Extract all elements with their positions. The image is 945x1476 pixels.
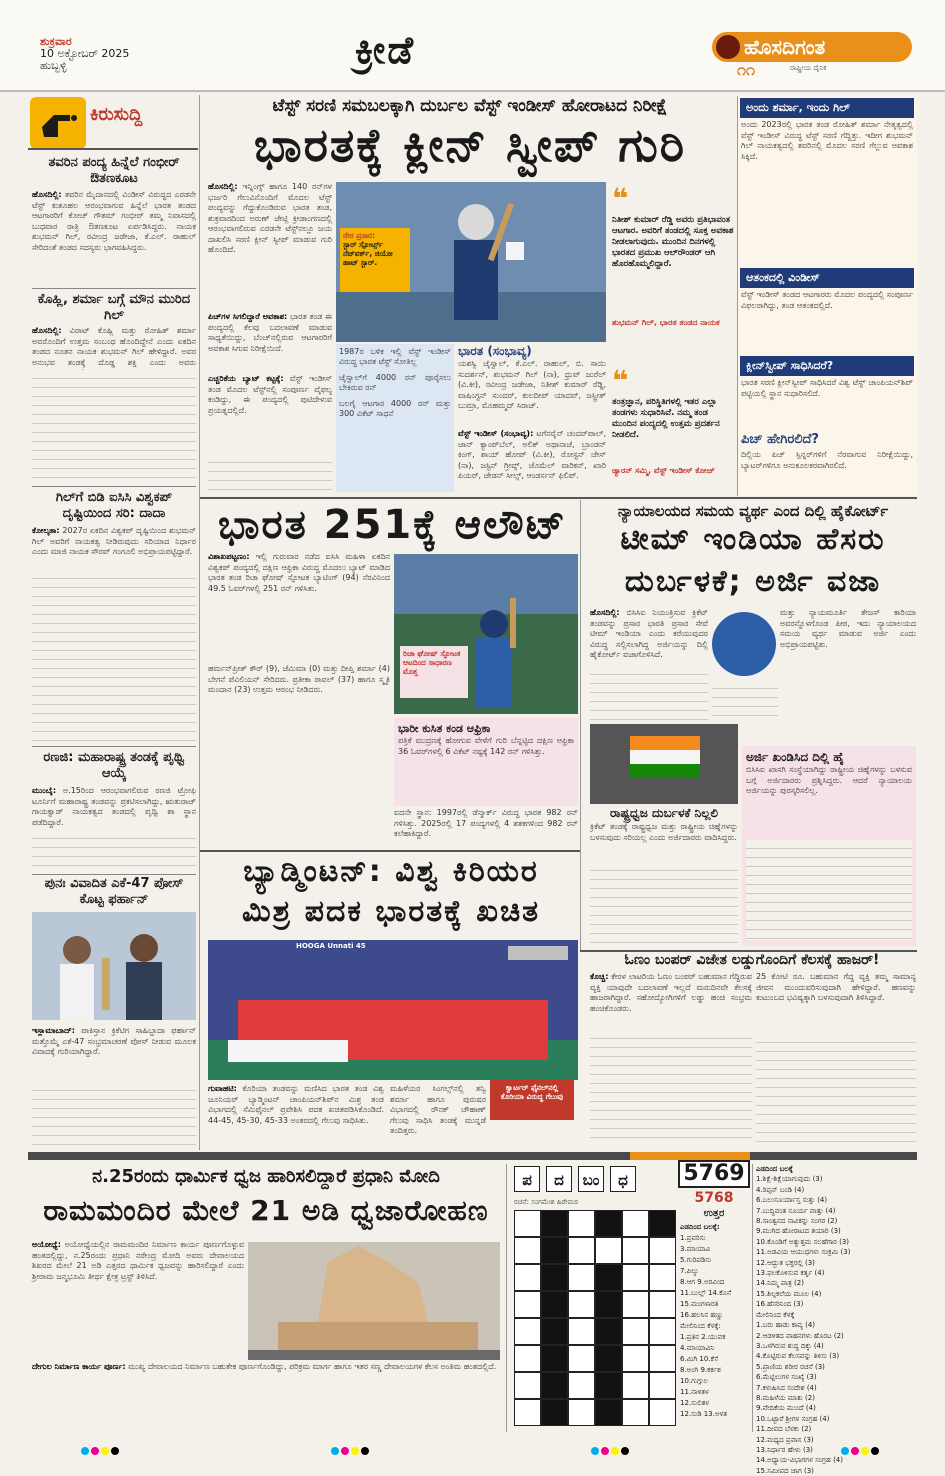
broadcast-title: ನೇರ ಪ್ರಸಾರ: — [343, 231, 375, 240]
box1-body: ಅಂದು 2023ರಲ್ಲಿ ಭಾರತ ತಂಡ ರೋಹಿತ್ ಶರ್ಮಾ ನೇತೃತ್ವದಲ್ಲಿ ವೆಸ್ಟ್ ಇಂಡೀಸ್ ವಿರುದ್ಧ ಟೆಸ್ಟ್ ಸರಣಿ ಗೆದ್ದಿತ್ತು. ಇದೀಗ ಶುಭಮನ್ ಗಿಲ್ ನಾಯಕತ್ವದಲ್ಲಿ ತವರಿನಲ್ಲಿ ಮೊದಲ ಸರಣಿ ಗೆಲ್ಲುವ ಅವಕಾಶ ಸಿಕ್ಕಿದೆ. — [741, 120, 913, 161]
box2-title: ಆತಂಕದಲ್ಲಿ ವಿಂಡೀಸ್ — [740, 268, 914, 288]
onam-body: ಕೊಚ್ಚಿ: ಕೇರಳ ಲಾಟರಿಯ ಓಣಂ ಬಂಪರ್ ಬಹುಮಾನ ಗೆದ್ದಿರುವ ವ್ಯಕ್ತಿ ಯಾವುದೇ ಬದಲಾವಣೆ ಇಲ್ಲದೆ ಮರುದಿನವೇ ಕೆಲಸಕ್ಕೆ ಹಾಜರಾಗಿದ್ದಾರೆ. ಸಹೋದ್ಯೋಗಿಗಳಿಗೆ ಲಡ್ಡು ಹಂಚಿ ಸಂಭ್ರಮ ಹಂಚಿಕೊಂಡರು. — [590, 972, 753, 1013]
grid-block — [595, 1372, 622, 1399]
answer-item: 4.ಮಾಯಾವಿನಿ — [680, 1344, 715, 1352]
grid-block — [541, 1345, 568, 1372]
grid-cell[interactable] — [622, 1237, 649, 1264]
court-box-body: ಬಿಸಿಸಿಐ ಖಾಸಗಿ ಸಂಸ್ಥೆಯಾಗಿದ್ದು ರಾಷ್ಟ್ರೀಯ ಚಿಹ್ನೆಗಳನ್ನು ಬಳಸುವ ಬಗ್ಗೆ ಅರ್ಜಿದಾರರು ಪ್ರಶ್ನಿಸಿದ್ದರು. ಆದರೆ ನ್ಯಾಯಾಲಯ ಅರ್ಜಿಯನ್ನು ಪುರಸ್ಕರಿಸಲಿಲ್ಲ. — [746, 765, 912, 795]
badminton-tag: ಕ್ವಾರ್ಟರ್ ಫೈನಲ್‌ನಲ್ಲಿ ಕೊರಿಯಾ ವಿರುದ್ಧ ಗೆಲುವು — [490, 1080, 574, 1120]
lead-sub1: ಪಿಚ್‌ಗಳ ಸಿಗಲಿದ್ದಾರೆ ಅವಕಾಶ: ಭಾರತ ತಂಡ ಈ ಪಂದ್ಯದಲ್ಲಿ ಕೆಲವು ಬದಲಾವಣೆ ಮಾಡುವ ಸಾಧ್ಯತೆಯಿದ್ದು, ಬೆಂಚ್‌ನಲ್ಲಿರುವ ಆಟಗಾರರಿಗೆ ಅವಕಾಶ ಸಿಗುವ ನಿರೀಕ್ಷೆಯಿದೆ. — [208, 312, 333, 353]
clue-item: 10.ಕೊಂಡಿಗೆ ಅತ್ಯುತ್ತಮ ಸಲಹೆಗಾರ (3) — [756, 1237, 850, 1246]
court-body-2: ಮತ್ತು ನ್ಯಾಯಮೂರ್ತಿ ತೇಜಸ್ ಕಾರಿಯಾ ಅವರನ್ನೊಳಗೊಂಡ ಪೀಠ, ಇದು ನ್ಯಾಯಾಲಯದ ಸಮಯ ವ್ಯರ್ಥ ಮಾಡುವ ಅರ್ಜಿ ಎಂದು ಅಭಿಪ್ರಾಯಪಟ್ಟಿತು. — [780, 608, 916, 649]
grid-cell[interactable] — [514, 1318, 541, 1345]
grid-cell[interactable] — [568, 1372, 595, 1399]
brief-1-body: ಹೊಸದಿಲ್ಲಿ: ತವರಿನ ಮೈದಾನದಲ್ಲಿ ವಿಂಡೀಸ್ ವಿರುದ್ಧದ ಎರಡನೇ ಟೆಸ್ಟ್ ಕುತೂಹಲ ಆರಂಭವಾಗುವ ಹಿನ್ನೆಲೆ ಭಾರತ ತಂಡದ ಆಟಗಾರರಿಗೆ ಕೋಚ್ ಗೌತಮ್ ಗಂಭೀರ್ ತಮ್ಮ ನಿವಾಸದಲ್ಲಿ ಬುಧವಾರ ರಾತ್ರಿ ಔತಣಕೂಟ ಏರ್ಪಡಿಸಿದ್ದರು. ನಾಯಕ ಶುಭಮನ್ ಗಿಲ್, ರವೀಂದ್ರ ಜಡೇಜಾ, ಕೆ.ಎಲ್. ರಾಹುಲ್ ಸೇರಿದಂತೆ ತಂಡದ ಸದಸ್ಯರು ಭಾಗವಹಿಸಿದ್ದರು. — [32, 190, 196, 252]
grid-cell[interactable] — [514, 1291, 541, 1318]
puzzle-title — [514, 1166, 636, 1192]
richa-tag: ರಿಚಾ ಘೋಷ್ ಸ್ಫೋಟಕ ಆಟದಿಂದ ಸಾಧಾರಣ ಮೊತ್ತ — [400, 646, 468, 698]
grid-cell[interactable] — [514, 1372, 541, 1399]
answer-item: 10.ಗುಗ್ಗುಲ — [680, 1377, 709, 1385]
brief-1-headline: ತವರಿನ ಪಂದ್ಯ ಹಿನ್ನೆಲೆ ಗಂಭೀರ್ ಔತಣಕೂಟ — [48, 155, 180, 186]
answer-item: 7.ಪಿಲ್ಯು — [680, 1267, 699, 1275]
brief-4-body: ಮುಂಬೈ: ಅ.15ರಿಂದ ಆರಂಭವಾಗಲಿರುವ ರಣಜಿ ಟ್ರೋಫಿ ಟೂರ್ನಿಗೆ ಮಹಾರಾಷ್ಟ್ರ ತಂಡವನ್ನು ಪ್ರಕಟಿಸಲಾಗಿದ್ದು, ಋತುರಾಜ್ ಗಾಯಕ್ವಾಡ್ ನಾಯಕತ್ವದ ತಂಡದಲ್ಲಿ ಪೃಥ್ವಿ ಶಾ ಸ್ಥಾನ ಪಡೆದಿದ್ದಾರೆ. — [32, 786, 196, 827]
clue-item: 5.ಪ್ರಾಣಿಯ ಶರೀರ ರಚನೆ (3) — [756, 1362, 825, 1371]
header-dateline — [40, 36, 129, 72]
grid-cell[interactable] — [568, 1291, 595, 1318]
puzzle-title-char: ದ — [546, 1166, 572, 1192]
grid-cell[interactable] — [514, 1399, 541, 1426]
clue-item: 14.ನಿಮ್ಮ ಪಾತ್ರ (2) — [756, 1279, 804, 1288]
answer-item: ಮೇಲಿನಿಂದ ಕೆಳಕ್ಕೆ: — [680, 1322, 721, 1330]
temple-sub: ದೇಗುಲ ನಿರ್ಮಾಣ ಕಾರ್ಯ ಪೂರ್ಣ: ಮುಖ್ಯ ದೇವಾಲಯದ ನಿರ್ಮಾಣ ಬಹುತೇಕ ಪೂರ್ಣಗೊಂಡಿದ್ದು, ಪರಿಕ್ರಮ ಮಾರ್ಗ ಹಾಗೂ ಇತರ ಸಣ್ಣ ದೇವಾಲಯಗಳ ಕೆಲಸ ಅಂತಿಮ ಹಂತದಲ್ಲಿದೆ. — [32, 1362, 497, 1371]
clue-list — [756, 1164, 918, 1475]
grid-cell[interactable] — [622, 1210, 649, 1237]
grid-cell[interactable] — [622, 1318, 649, 1345]
quote-2-by: ಡ್ಯಾರನ್ ಸಮ್ಮಿ, ವೆಸ್ಟ್ ಇಂಡೀಸ್ ಕೋಚ್ — [612, 466, 715, 475]
clue-item: 13.ನಿರ್ಧಾರ ಹೇಳು (3) — [756, 1445, 813, 1454]
print-marks — [330, 1440, 370, 1459]
lead-headline: ಭಾರತಕ್ಕೆ ಕ್ಲೀನ್ ಸ್ವೀಪ್ ಗುರಿ — [253, 118, 687, 172]
court-kicker: ನ್ಯಾಯಾಲಯದ ಸಮಯ ವ್ಯರ್ಥ ಎಂದ ದಿಲ್ಲಿ ಹೈಕೋರ್ಟ್ — [617, 502, 889, 520]
bcci-logo-icon — [712, 612, 776, 676]
answer-item: 1.ಪ್ರವರಿಸು — [680, 1234, 706, 1242]
court-headline-1: ಟೀಮ್ ಇಂಡಿಯಾ ಹೆಸರು — [620, 522, 886, 557]
text-filler — [32, 370, 196, 482]
answer-item: 11.ನಾಳಿತಳ — [680, 1388, 709, 1396]
grid-block — [595, 1264, 622, 1291]
answer-item: 12.ಸುಲಿತಳ — [680, 1399, 710, 1407]
africa-body: ಪತ್ರಿಕೆ ಮುದ್ರಣಕ್ಕೆ ಹೋಗುವ ವೇಳೆಗೆ ಗುರಿ ಬೆನ್ನಟ್ಟಿದ ದಕ್ಷಿಣ ಆಫ್ರಿಕಾ 36 ಓವರ್‌ಗಳಲ್ಲಿ 6 ವಿಕೆಟ್ ನಷ್ಟಕ್ಕೆ 142 ರನ್ ಗಳಿಸಿತ್ತು. — [398, 736, 574, 756]
badminton-headline-1: ಬ್ಯಾಡ್ಮಿಂಟನ್: ವಿಶ್ವ ಕಿರಿಯರ — [243, 854, 539, 889]
text-filler — [756, 1034, 916, 1146]
grid-cell[interactable] — [649, 1237, 676, 1264]
women-body-2: ಹರ್ಮನ್‌ಪ್ರೀತ್ ಕೌರ್ (9), ಜೆಮಿಮಾ (0) ಮತ್ತು ದೀಪ್ತಿ ಶರ್ಮಾ (4) ಬೇಗನೆ ಪೆವಿಲಿಯನ್ ಸೇರಿದರು. ಪ್ರತೀಕಾ ರಾವಲ್ (37) ಹಾಗೂ ಸ್ಮೃತಿ ಮಂದಾನ (23) ಉತ್ತಮ ಆರಂಭ ನೀಡಿದರು. — [208, 664, 390, 694]
puzzle-setter: ರಚನೆ: ಸಂಗಮೇಶ ಹಿರೇಮಠ — [514, 1198, 579, 1206]
grid-cell[interactable] — [649, 1399, 676, 1426]
clue-item: 2.ಆಡಳಿತದ ವಾಹನಗಳು ಹೊರಟ (2) — [756, 1331, 844, 1340]
temple-photo — [248, 1242, 500, 1360]
answer-item: 8.ಅಂಗಿ 9.ಕರ್ಕಶ — [680, 1366, 721, 1374]
grid-cell[interactable] — [514, 1210, 541, 1237]
divider — [28, 148, 198, 150]
clue-item: 9.ಮುಗಿದ ಹೋರಾಟದ ತಯಾರಿ (3) — [756, 1227, 841, 1236]
grid-cell[interactable] — [649, 1345, 676, 1372]
court-body: ಹೊಸದಿಲ್ಲಿ: ಬಿಸಿಸಿಐ ನಿಯಂತ್ರಿಸುವ ಕ್ರಿಕೆಟ್ ತಂಡವನ್ನು ಪ್ರಸಾರ ಭಾರತಿ ಪ್ರಸಾರ ಸೇವೆ ಟೀಮ್ ಇಂಡಿಯಾ ಎಂದು ಕರೆಯುವುದರ ವಿರುದ್ಧ ಸಲ್ಲಿಸಲಾಗಿದ್ದ ಅರ್ಜಿಯನ್ನು ದಿಲ್ಲಿ ಹೈಕೋರ್ಟ್ ವಜಾಗೊಳಿಸಿದೆ. — [590, 608, 709, 659]
clue-item: 6.ಬಲುಸೂರ್ಯಾಸ್ತ ಸುತ್ತು (4) — [756, 1196, 828, 1205]
grid-cell[interactable] — [649, 1264, 676, 1291]
broadcast-text: ಸ್ಟಾರ್ ಸ್ಪೋರ್ಟ್ಸ್ ನೆಟ್‌ವರ್ಕ್, ಜಿಯೋ ಹಾಟ್ ಸ್ಟಾರ್. — [343, 240, 393, 267]
section-bar — [28, 1152, 917, 1160]
quote-1 — [612, 182, 734, 314]
page-number: ೧೧ — [737, 60, 755, 79]
lead-body: ಹೊಸದಿಲ್ಲಿ: ಇನ್ನಿಂಗ್ಸ್ ಹಾಗೂ 140 ರನ್‌ಗಳ ಭರ್ಜರಿ ಗೆಲುವಿನೊಂದಿಗೆ ಮೊದಲ ಟೆಸ್ಟ್ ಪಂದ್ಯವನ್ನು ಗೆದ್ದುಕೊಂಡಿರುವ ಭಾರತ ತಂಡ, ಶುಕ್ರವಾರದಿಂದ ಅರುಣ್ ಜೇಟ್ಲಿ ಕ್ರೀಡಾಂಗಣದಲ್ಲಿ ಆರಂಭವಾಗಲಿರುವ ಎರಡನೇ ಟೆಸ್ಟ್‌ನಲ್ಲೂ ಜಯ ದಾಖಲಿಸಿ ಸರಣಿ ಕ್ಲೀನ್ ಸ್ವೀಪ್ ಮಾಡುವ ಗುರಿ ಹೊಂದಿದೆ. — [208, 182, 332, 254]
header-city: ಹುಬ್ಬಳ್ಳಿ — [40, 59, 67, 72]
black-dot — [111, 1447, 119, 1455]
clue-item: 15.ಶಿಲ್ಪಕಲೆಯ ಮೂಲ (4) — [756, 1289, 822, 1298]
box4-title: ಪಿಚ್ ಹೇಗಿರಲಿದೆ? — [741, 432, 819, 447]
answer-head: ಎಡದಿಂದ ಬಲಕ್ಕೆ: — [680, 1223, 720, 1231]
temple-kicker: ನ.25ರಂದು ಧಾರ್ಮಿಕ ಧ್ವಜ ಹಾರಿಸಲಿದ್ದಾರೆ ಪ್ರಧಾನಿ ಮೋದಿ — [92, 1166, 440, 1187]
badminton-body-2: ಮಹಿಳೆಯರ ಸಿಂಗಲ್ಸ್‌ನಲ್ಲಿ ತನ್ವಿ ಶರ್ಮಾ ಹಾಗೂ ಪುರುಷರ ವಿಭಾಗದಲ್ಲಿ ರೌನಕ್ ಚೌಹಾಣ್ ಗೆಲುವು ಸಾಧಿಸಿ ತಂಡಕ್ಕೆ ಮುನ್ನಡೆ ತಂದಿತ್ತರು. — [390, 1084, 486, 1135]
africa-head: ಭಾರೀ ಕುಸಿತ ಕಂಡ ಆಫ್ರಿಕಾ — [398, 722, 491, 735]
temple-headline: ರಾಮಮಂದಿರ ಮೇಲೆ 21 ಅಡಿ ಧ್ವಜಾರೋಹಣ — [43, 1194, 489, 1227]
grid-cell[interactable] — [514, 1264, 541, 1291]
text-filler — [746, 840, 912, 940]
box4-body: ದಿಲ್ಲಿಯ ಪಿಚ್ ಸ್ಪಿನ್ನರ್‌ಗಳಿಗೆ ನೆರವಾಗುವ ನಿರೀಕ್ಷೆಯಿದ್ದು, ಬ್ಯಾಟರ್‌ಗಳಿಗೂ ಅನುಕೂಲಕರವಾಗಿರಲಿದೆ. — [741, 450, 913, 470]
clue-item: 7.ಬುದ್ಧಿವಂತ ಸೂರ್ಯ ವಾತ್ತು (4) — [756, 1206, 836, 1215]
quote-2 — [612, 364, 734, 464]
print-marks — [840, 1440, 880, 1459]
grid-cell[interactable] — [595, 1237, 622, 1264]
box3-body: ಭಾರತ ಸರಣಿ ಕ್ಲೀನ್‌ಸ್ವೀಪ್ ಸಾಧಿಸಿದರೆ ವಿಶ್ವ ಟೆಸ್ಟ್ ಚಾಂಪಿಯನ್‌ಶಿಪ್ ಪಟ್ಟಿಯಲ್ಲಿ ಸ್ಥಾನ ಸುಧಾರಿಸಲಿದೆ. — [741, 378, 913, 398]
wi-squad: ವೆಸ್ಟ್ ಇಂಡೀಸ್ (ಸಂಭಾವ್ಯ): ಟಗೆನರೈನ್ ಚಂದರ್‌ಪಾಲ್, ಜಾನ್ ಕ್ಯಾಂಪ್‌ಬೆಲ್, ಅಲಿಕ್ ಅಥಾನಾಜೆ, ಬ್ರಾಂಡನ್ ಕಿಂಗ್, ಶಾಯ್ ಹೋಪ್ (ವಿ.ಕೀ), ರೋಸ್ಟನ್ ಚೇಸ್ (ನಾ), ಜಸ್ಟಿನ್ ಗ್ರೀವ್ಸ್, ಜೊಮೆಲ್ ವಾರಿಕನ್, ಖಾರಿ ಪಿಯರ್, ಜೇಡನ್ ಸೀಲ್ಸ್, ಆಂಡರ್ಸನ್ ಫಿಲಿಪ್. — [458, 429, 607, 480]
grid-cell[interactable] — [568, 1264, 595, 1291]
grid-cell[interactable] — [622, 1291, 649, 1318]
clue-item: 1.ಶಿಕ್ಷೆ-ಶಿಕ್ಷೆಯಾಗುವುದು (3) — [756, 1175, 823, 1184]
brief-2-body: ಹೊಸದಿಲ್ಲಿ: ವಿರಾಟ್ ಕೊಹ್ಲಿ ಮತ್ತು ರೋಹಿತ್ ಶರ್ಮಾ ಅವರೊಂದಿಗೆ ಉತ್ತಮ ಸಂಬಂಧ ಹೊಂದಿದ್ದೇನೆ ಎಂದು ಏಕದಿನ ತಂಡದ ನೂತನ ನಾಯಕ ಶುಭಮನ್ ಗಿಲ್ ಹೇಳಿದ್ದಾರೆ. ಅವರ ಅನುಭವ ತಂಡಕ್ಕೆ ದೊಡ್ಡ ಶಕ್ತಿ ಎಂದು ಅವರು — [32, 326, 196, 367]
grid-block — [595, 1210, 622, 1237]
grid-cell[interactable] — [622, 1372, 649, 1399]
divider — [580, 500, 581, 950]
quote-1-text: ನಿತೀಶ್ ಕುಮಾರ್ ರೆಡ್ಡಿ ಅವರು ಪ್ರತಿಭಾವಂತ ಆಟಗಾರ. ಅವರಿಗೆ ತಂಡದಲ್ಲಿ ಸೂಕ್ತ ಅವಕಾಶ ನೀಡಲಾಗುವುದು. ಮುಂದಿನ ದಿನಗಳಲ್ಲಿ ಭಾರತದ ಪ್ರಮುಖ ಆಲ್‌ರೌಂಡರ್ ಆಗಿ ಹೊರಹೊಮ್ಮಲಿದ್ದಾರೆ. — [612, 215, 734, 269]
answer-list — [680, 1222, 746, 1432]
divider — [506, 1164, 507, 1432]
divider — [32, 874, 196, 875]
grid-cell[interactable] — [649, 1318, 676, 1345]
clue-item: 3.ಒಳಗಿರುವ ಶುದ್ಧ ದಿಕ್ಕು (4) — [756, 1341, 824, 1350]
masthead-logo: ಹೊಸದಿಗಂತ — [712, 32, 912, 62]
lead-kicker: ಟೆಸ್ಟ್ ಸರಣಿ ಸಮಬಲಕ್ಕಾಗಿ ದುರ್ಬಲ ವೆಸ್ಟ್ ಇಂಡೀಸ್ ಹೋರಾಟದ ನಿರೀಕ್ಷೆ — [272, 96, 668, 116]
divider — [32, 288, 196, 289]
grid-cell[interactable] — [568, 1318, 595, 1345]
logo-emblem-icon — [716, 35, 740, 59]
section-title: ಕ್ರೀಡೆ — [355, 28, 416, 72]
clue-item: 12.ಮಧ್ಯದ ಪ್ರವಾಸ (3) — [756, 1435, 814, 1444]
puzzle-title-char: ಧ — [610, 1166, 636, 1192]
badminton-headline-2: ಮಿಶ್ರ ಪದಕ ಭಾರತಕ್ಕೆ ಖಚಿತ — [241, 894, 541, 929]
answer-label: ಉತ್ತರ — [703, 1208, 725, 1219]
puzzle-title-char: ಬಂ — [578, 1166, 604, 1192]
clue-item: ಮೇಲಿನಿಂದ ಕೆಳಕ್ಕೆ — [756, 1310, 795, 1319]
text-filler — [32, 1082, 196, 1148]
text-filler — [590, 862, 738, 946]
fact-1: 1987ರ ಬಳಿಕ ಇಲ್ಲಿ ವೆಸ್ಟ್ ಇಂಡೀಸ್ ವಿರುದ್ಧ ಭಾರತ ಟೆಸ್ಟ್ ಸೋತಿಲ್ಲ — [339, 347, 451, 366]
flag-photo — [590, 724, 738, 804]
africa-box — [394, 718, 578, 806]
answer-item: 3.ಮಾಯಾವಿ — [680, 1245, 711, 1253]
grid-block — [541, 1237, 568, 1264]
answer-item: 8.ಆಗ 9.ಅರವಿಂದ — [680, 1278, 725, 1286]
text-filler — [208, 454, 332, 494]
grid-cell[interactable] — [568, 1237, 595, 1264]
box2-body: ವೆಸ್ಟ್ ಇಂಡೀಸ್ ತಂಡದ ಆಟಗಾರರು ಮೊದಲ ಪಂದ್ಯದಲ್ಲಿ ಸಂಪೂರ್ಣ ವಿಫಲರಾಗಿದ್ದು, ತಂಡ ಆತಂಕದಲ್ಲಿದೆ. — [741, 290, 913, 310]
grid-block — [541, 1372, 568, 1399]
grid-block — [541, 1264, 568, 1291]
squad-list: ಯಶಸ್ವಿ ಜೈಸ್ವಾಲ್, ಕೆ.ಎಲ್. ರಾಹುಲ್, ಬಿ. ಸಾಯಿ ಸುದರ್ಶನ್, ಶುಭಮನ್ ಗಿಲ್ (ನಾ), ಧ್ರುವ್ ಜುರೆಲ್ (ವಿ.ಕೀ), ರವೀಂದ್ರ ಜಡೇಜಾ, ನಿತೀಶ್ ಕುಮಾರ್ ರೆಡ್ಡಿ, ವಾಷಿಂಗ್ಟನ್ ಸುಂದರ್, ಕುಲದೀಪ್ ಯಾದವ್, ಜಸ್ಪ್ರೀತ್ ಬುಮ್ರಾ, ಮೊಹಮ್ಮದ್ ಸಿರಾಜ್. — [458, 359, 606, 410]
grid-cell[interactable] — [622, 1399, 649, 1426]
clue-item: 8.ಮಹಿಳೆಯ ಮಾತು (2) — [756, 1393, 815, 1402]
cyan-dot — [81, 1447, 89, 1455]
grid-cell[interactable] — [568, 1345, 595, 1372]
print-marks — [590, 1440, 630, 1459]
flag-body: ಕ್ರಿಕೆಟ್ ತಂಡಕ್ಕೆ ರಾಷ್ಟ್ರಧ್ವಜ ಮತ್ತು ರಾಷ್ಟ್ರೀಯ ಚಿಹ್ನೆಗಳನ್ನು ಬಳಸುವುದು ಸರಿಯಲ್ಲ ಎಂದು ಅರ್ಜಿದಾರರು ವಾದಿಸಿದ್ದರು. — [590, 822, 738, 842]
women-body: ವಿಶಾಖಪಟ್ಟಣಂ: ಇಲ್ಲಿ ಗುರುವಾರ ನಡೆದ ಐಸಿಸಿ ಮಹಿಳಾ ಏಕದಿನ ವಿಶ್ವಕಪ್ ಪಂದ್ಯದಲ್ಲಿ ದಕ್ಷಿಣ ಆಫ್ರಿಕಾ ವಿರುದ್ಧ ಮೊದಲು ಬ್ಯಾಟ್ ಮಾಡಿದ ಭಾರತ ತಂಡ ರಿಚಾ ಘೋಷ್ ಸ್ಫೋಟಕ ಬ್ಯಾಟಿಂಗ್ (94) ನೆರವಿನಿಂದ 49.5 ಓವರ್‌ಗಳಲ್ಲಿ 251 ರನ್ ಗಳಿಸಿತು. — [208, 552, 391, 593]
women-headline: ಭಾರತ 251ಕ್ಕೆ ಆಲೌಟ್ — [218, 502, 567, 548]
onam-body-2: 25 ಕೋಟಿ ರೂ. ಬಹುಮಾನ ಗೆದ್ದ ವ್ಯಕ್ತಿ ತಮ್ಮ ಸಾಮಾನ್ಯ ಜೀವನ ಮುಂದುವರಿಸುವುದಾಗಿ ಹೇಳಿದ್ದಾರೆ. ಹಣವನ್ನು ಕುಟುಂಬದ ಭವಿಷ್ಯಕ್ಕಾಗಿ ಬಳಸುವುದಾಗಿ ತಿಳಿಸಿದ್ದಾರೆ. — [756, 972, 916, 1002]
onam-headline: ಓಣಂ ಬಂಪರ್ ವಿಜೇತ ಲಡ್ಡುಗೊಂದಿಗೆ ಕೆಲಸಕ್ಕೆ ಹಾಜರ್! — [624, 952, 880, 968]
clue-item: 9.ವೇದಿಕೆಯ ಮುಂದೆ (4) — [756, 1404, 816, 1413]
clue-item: 11.ದೀಪದ ಬೆಳಕು (2) — [756, 1425, 812, 1434]
temple-body: ಅಯೋಧ್ಯೆ: ಅಯೋಧ್ಯೆಯಲ್ಲಿನ ರಾಮಮಂದಿರ ನಿರ್ಮಾಣ ಕಾರ್ಯ ಪೂರ್ಣಗೊಳ್ಳುವ ಹಂತದಲ್ಲಿದ್ದು, ನ.25ರಂದು ಪ್ರಧಾನಿ ನರೇಂದ್ರ ಮೋದಿ ಅವರು ದೇವಾಲಯದ ಶಿಖರದ ಮೇಲೆ 21 ಅಡಿ ಎತ್ತರದ ಧಾರ್ಮಿಕ ಧ್ವಜವನ್ನು ಹಾರಿಸಲಿದ್ದಾರೆ ಎಂದು ಶ್ರೀರಾಮ ಜನ್ಮಭೂಮಿ ತೀರ್ಥ ಕ್ಷೇತ್ರ ಟ್ರಸ್ಟ್ ತಿಳಿಸಿದೆ. — [32, 1240, 244, 1281]
scoreboard-text: HOOGA Unnati 45 — [296, 942, 366, 950]
fact-2: ಜೈಸ್ವಾಲ್‌ಗೆ 4000 ರನ್ ಪೂರೈಸಲು ಬೇಕಿರುವ ರನ್ — [339, 373, 451, 392]
quote-1-by: ಶುಭಮನ್ ಗಿಲ್, ಭಾರತ ತಂಡದ ನಾಯಕ — [612, 318, 720, 327]
clue-item: 6.ಮೆಟ್ಟಿಲುಗಳ ಸಂಖ್ಯೆ (3) — [756, 1373, 817, 1382]
header-day: ಶುಕ್ರವಾರ — [40, 35, 72, 48]
print-marks — [80, 1440, 120, 1459]
box3-title: ಕ್ಲೀನ್‌ಸ್ವೀಪ್ ಸಾಧಿಸಿದರೆ? — [740, 356, 914, 376]
grid-cell[interactable] — [622, 1264, 649, 1291]
clue-item: 15.ಸಮೀಪದ ಜಾಗ (3) — [756, 1466, 814, 1475]
answer-item: 15.ಮಂಗಳಾರತಿ — [680, 1300, 719, 1308]
court-box-title: ಅರ್ಜಿ ಖಂಡಿಸಿದ ದಿಲ್ಲಿ ಹೈ — [746, 750, 845, 764]
team-photo — [208, 940, 578, 1080]
clue-item: 8.ಸಾಂತ್ವನದ ನಾವಿಕನ್ನು ಸಂಗರ (2) — [756, 1217, 838, 1226]
crossword-grid[interactable] — [514, 1210, 676, 1426]
clue-item: 13.ಫಲಕೊಳಿಸುವ ಕರ್ತೃ (4) — [756, 1269, 825, 1278]
text-filler — [712, 680, 778, 720]
divider — [32, 486, 196, 487]
clue-item: 4.ರಿಪ್ಪನ್ ಬಂಡಿ (4) — [756, 1185, 805, 1194]
clue-item: 10.ಒಟ್ಟಾರೆ ಶ್ರೀಗಳ ಸಂಗ್ರಹ (4) — [756, 1414, 830, 1423]
quote-2-text: ತಂತ್ರಜ್ಞಾನ, ಪರಿಸ್ಥಿತಿಗಳಲ್ಲಿ ಇತರ ಎಲ್ಲಾ ತಂಡಗಳು ಸುಧಾರಿಸಿವೆ. ನಮ್ಮ ತಂಡ ಮುಂದಿನ ಪಂದ್ಯದಲ್ಲಿ ಉತ್ತಮ ಪ್ರದರ್ಶನ ನೀಡಲಿದೆ. — [612, 397, 720, 440]
clue-head: ಎಡದಿಂದ ಬಲಕ್ಕೆ — [756, 1165, 793, 1173]
brief-news-title: ಕಿರುಸುದ್ದಿ — [90, 104, 143, 125]
badminton-body: ಗುವಾಹಟಿ: ಕೊರಿಯಾ ತಂಡವನ್ನು ಮಣಿಸಿದ ಭಾರತ ತಂಡ ವಿಶ್ವ ಜೂನಿಯರ್ ಬ್ಯಾಡ್ಮಿಂಟನ್ ಚಾಂಪಿಯನ್‌ಶಿಪ್‌ನ ಮಿಶ್ರ ತಂಡ ವಿಭಾಗದಲ್ಲಿ ಸೆಮಿಫೈನಲ್ ಪ್ರವೇಶಿಸಿ ಪದಕ ಖಚಿತಪಡಿಸಿಕೊಂಡಿದೆ. 44-45, 45-30, 45-33 ಅಂತರದಲ್ಲಿ ಗೆಲುವು ಸಾಧಿಸಿತು. — [208, 1084, 384, 1125]
grid-block — [595, 1291, 622, 1318]
answer-item: 6.ಮಿಗಿ 10.ಕೆಸೆ — [680, 1355, 718, 1363]
answer-item: 12.ಸುಡಿ 13.ಅಳತ — [680, 1410, 727, 1418]
grid-cell[interactable] — [622, 1345, 649, 1372]
squad-heading: ಭಾರತ (ಸಂಭಾವ್ಯ) — [458, 344, 532, 358]
broadcast-box — [340, 228, 410, 292]
brief-2-headline: ಕೊಹ್ಲಿ, ಶರ್ಮಾ ಬಗ್ಗೆ ಮೌನ ಮುರಿದ ಗಿಲ್ — [37, 292, 191, 323]
divider — [200, 497, 917, 499]
women-body-3: ಐದನೇ ಸ್ಥಾನ: 1997ರಲ್ಲಿ ಡೆನ್ಮಾರ್ಕ್ ವಿರುದ್ಧ ಭಾರತ 982 ರನ್ ಗಳಿಸಿತ್ತು. 2025ರಲ್ಲಿ 17 ಪಂದ್ಯಗಳಲ್ಲಿ 4 ಶತಕಗಳಿಂದ 982 ರನ್ ಕಲೆಹಾಕಿದ್ದಾರೆ. — [394, 808, 578, 838]
grid-block — [541, 1210, 568, 1237]
answer-item: 1.ಪ್ರತಿನ 2.ಯುವಕ — [680, 1333, 726, 1341]
clue-item: 16.ಹೆಸರಿನಿಂದ (3) — [756, 1300, 804, 1309]
clue-item: 12.ಆದ್ಭುತ ಭಕ್ತರಲ್ಲಿ (3) — [756, 1258, 815, 1267]
section-bar-accent — [630, 1152, 750, 1160]
divider — [200, 850, 580, 852]
grid-cell[interactable] — [649, 1372, 676, 1399]
clue-item: 4.ಕೊಟ್ಟಿರುವ ಕೆಲಸವನ್ನು ತಿಳಿಸು (3) — [756, 1352, 840, 1361]
squad-box — [458, 344, 606, 497]
text-filler — [590, 1030, 752, 1146]
grid-cell[interactable] — [568, 1210, 595, 1237]
masthead-tagline: ರಾಷ್ಟ್ರೀಯ ದೈನಿಕ — [790, 64, 827, 72]
grid-cell[interactable] — [514, 1237, 541, 1264]
answer-item: 5.ಗುರಿಪಡಿಸು — [680, 1256, 712, 1264]
brief-4-headline: ರಣಜಿ: ಮಹಾರಾಷ್ಟ್ರ ತಂಡಕ್ಕೆ ಪೃಥ್ವಿ ಆಯ್ಕೆ — [43, 750, 185, 781]
quote-icon: ❝ — [612, 182, 629, 215]
grid-block — [541, 1318, 568, 1345]
divider — [32, 746, 196, 747]
player-photo — [32, 912, 196, 1020]
brief-3-body: ಕೋಲ್ಕತಾ: 2027ರ ಏಕದಿನ ವಿಶ್ವಕಪ್ ದೃಷ್ಟಿಯಿಂದ ಶುಭಮನ್ ಗಿಲ್ ಅವರಿಗೆ ನಾಯಕತ್ವ ನೀಡಿರುವುದು ಸರಿಯಾದ ನಿರ್ಧಾರ ಎಂದು ಮಾಜಿ ನಾಯಕ ಸೌರವ್ ಗಂಗೂಲಿ ಅಭಿಪ್ರಾಯಪಟ್ಟಿದ್ದಾರೆ. — [32, 526, 196, 556]
prev-puzzle-number: 5768 — [694, 1190, 734, 1206]
quote-icon: ❝ — [612, 364, 629, 397]
answer-item: 11.ಬುಲ್ಲ್ 14.ಕೊನೆ — [680, 1289, 732, 1297]
flag-caption: ರಾಷ್ಟ್ರಧ್ವಜ ದುರ್ಬಳಕೆ ನಿಲ್ಲಲಿ — [609, 806, 719, 820]
grid-block — [595, 1345, 622, 1372]
grid-cell[interactable] — [514, 1345, 541, 1372]
grid-block — [595, 1318, 622, 1345]
clue-item: 7.ಕಳುಹಿಸಿದ ಸಂದೇಶ (4) — [756, 1383, 817, 1392]
grid-block — [541, 1399, 568, 1426]
clue-item: 11.ಅಡವಿಯ ಆಯುಧಗಳು ಸಂಕ್ರಮಿ (3) — [756, 1248, 851, 1257]
lead-sub2: ಎಚ್ಚರಿಕೆಯ ಬ್ಯಾಟ್ ಕಟ್ಟಕ್ಕೆ: ವೆಸ್ಟ್ ಇಂಡೀಸ್ ತಂಡ ಮೊದಲ ಟೆಸ್ಟ್‌ನಲ್ಲಿ ಸಂಪೂರ್ಣ ವೈಫಲ್ಯ ಕಂಡಿದ್ದು, ಈ ಪಂದ್ಯದಲ್ಲಿ ಪುಟಿದೇಳುವ ಪ್ರಯತ್ನದಲ್ಲಿದೆ. — [208, 374, 332, 415]
fact-3: ಬಲಗೈ ಆಟಗಾರ 4000 ರನ್ ಮತ್ತು 300 ವಿಕೆಟ್ ಸಾಧನೆ — [339, 399, 451, 418]
text-filler — [32, 570, 196, 742]
puzzle-number: 5769 — [678, 1160, 750, 1188]
header-date: 10 ಅಕ್ಟೋಬರ್ 2025 — [40, 47, 130, 60]
brief-5-body: ಇಸ್ಲಾಮಾಬಾದ್: ಪಾಕಿಸ್ತಾನ ಕ್ರಿಕೆಟಿಗ ಸಾಹಿಬ್ಜಾದಾ ಫರ್ಹಾನ್ ಮತ್ತೊಮ್ಮೆ ಎಕೆ-47 ಸಂಭ್ರಮಾಚರಣೆ ಪೋಸ್ ನೀಡುವ ಮೂಲಕ ವಿವಾದಕ್ಕೆ ಗುರಿಯಾಗಿದ್ದಾರೆ. — [32, 1026, 196, 1056]
text-filler — [32, 830, 196, 870]
grid-block — [595, 1399, 622, 1426]
divider — [752, 1164, 753, 1432]
puzzle-title-char: ಪ — [514, 1166, 540, 1192]
grid-block — [649, 1210, 676, 1237]
grid-block — [541, 1291, 568, 1318]
box1-title: ಅಂದು ಶರ್ಮಾ, ಇಂದು ಗಿಲ್ — [740, 98, 914, 118]
text-filler — [590, 666, 708, 720]
grid-cell[interactable] — [568, 1399, 595, 1426]
magenta-dot — [91, 1447, 99, 1455]
pointing-hand-icon — [30, 97, 86, 149]
brief-5-headline: ಪುನಃ ವಿವಾದಿತ ಎಕೆ-47 ಪೋಸ್ ಕೊಟ್ಟ ಫರ್ಹಾನ್ — [44, 876, 184, 907]
yellow-dot — [101, 1447, 109, 1455]
clue-item: 14.ಅಧ್ಯಾಯ-ವಿಭಾಗಗಳ ಸಂಗ್ರಹ (4) — [756, 1456, 843, 1465]
court-headline-2: ದುರ್ಬಳಕೆ; ಅರ್ಜಿ ವಜಾ — [624, 564, 882, 599]
facts-box — [336, 344, 454, 492]
brief-3-headline: ಗಿಲ್‌ಗೆ ಬಿಡಿ ಐಸಿಸಿ ವಿಶ್ವಕಪ್ ದೃಷ್ಟಿಯಿಂದ ಸರಿ: ದಾದಾ — [55, 490, 173, 521]
grid-cell[interactable] — [649, 1291, 676, 1318]
clue-item: 1.ಬರು ಹಾಡು ಕಾವ್ಯ (4) — [756, 1321, 816, 1330]
answer-item: 16.ಹಲಸಿನ ಹಣ್ಣು — [680, 1311, 724, 1319]
